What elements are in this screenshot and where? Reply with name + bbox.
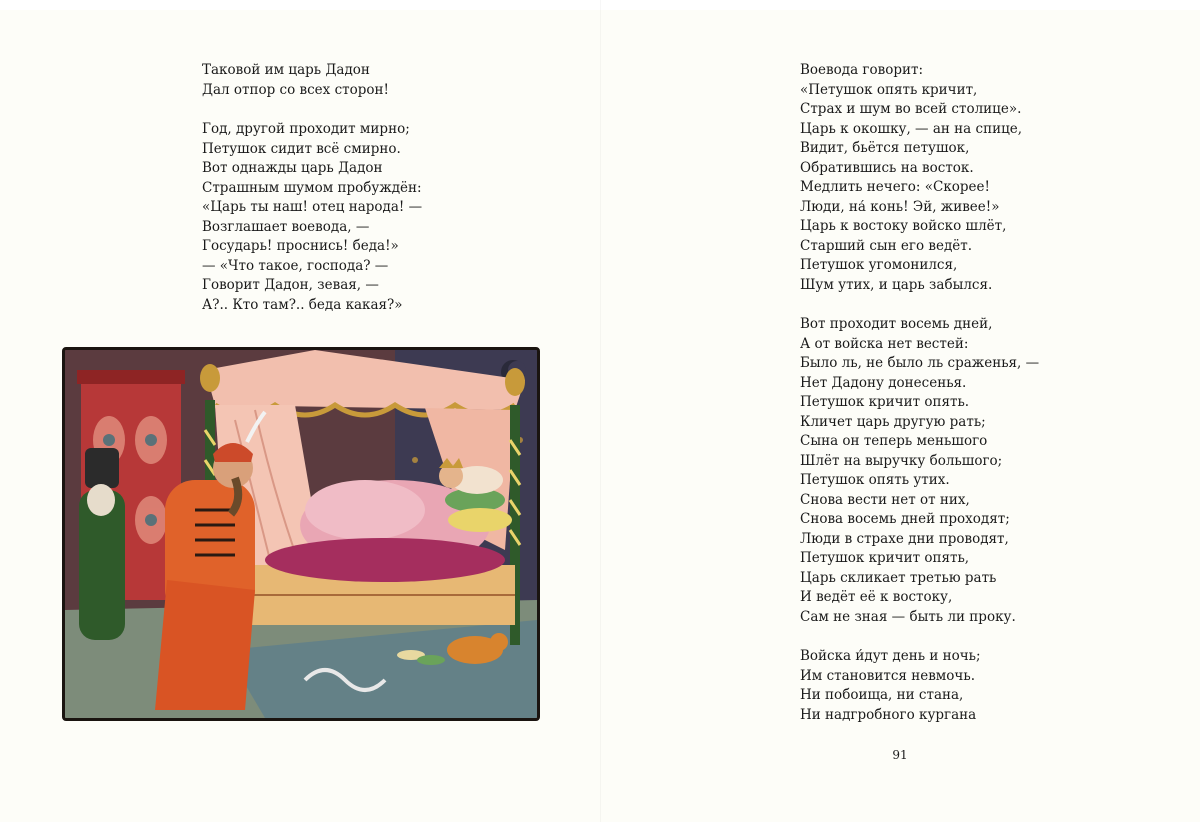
verse-line: И ведёт её к востоку, [800, 589, 953, 605]
verse-line: Вот проходит восемь дней, [800, 316, 993, 332]
right-stanza-2 [800, 315, 1039, 627]
verse-line: Было ль, не было ль сраженья, — [800, 355, 1040, 371]
verse-line: Говорит Дадон, зевая, — [202, 277, 379, 293]
verse-line: Воевода говорит: [800, 62, 924, 78]
verse-line: Сына он теперь меньшого [800, 433, 988, 449]
verse-line: Возглашает воевода, — [202, 218, 370, 235]
verse-line: «Царь ты наш! отец народа! — [202, 199, 423, 215]
verse-line: Ни надгробного кургана [800, 706, 977, 723]
verse-line: Сам не зная — быть ли проку. [800, 608, 1016, 625]
book-gutter [600, 0, 601, 822]
verse-line: Вот однажды царь Дадон [202, 160, 383, 176]
verse-line: Петушок опять утих. [800, 472, 950, 488]
verse-line: Шлёт на выручку большого; [800, 452, 1003, 469]
verse-line: Петушок сидит всё смирно. [202, 140, 401, 157]
verse-line: Дал отпор со всех сторон! [202, 81, 389, 98]
verse-line: — «Что такое, господа? — [202, 257, 389, 274]
verse-line: Нет Дадону донесенья. [800, 374, 967, 391]
verse-line: Медлить нечего: «Скорее! [800, 179, 990, 195]
verse-line: Люди, на́ конь! Эй, живее!» [800, 198, 1000, 215]
verse-line: Ни побоища, ни стана, [800, 687, 964, 703]
left-stanza-1 [202, 61, 389, 100]
page-number: 91 [892, 748, 908, 762]
verse-line: Царь к востоку войско шлёт, [800, 218, 1007, 234]
verse-line: Царь к окошку, — ан на спице, [800, 120, 1023, 137]
right-stanza-3 [800, 647, 981, 725]
verse-line: Снова восемь дней проходят; [800, 511, 1010, 527]
verse-line: Царь скликает третью рать [800, 569, 997, 586]
verse-line: «Петушок опять кричит, [800, 81, 978, 98]
verse-line: Видит, бьётся петушок, [800, 140, 970, 156]
verse-line: Петушок кричит опять. [800, 394, 970, 410]
right-stanza-1 [800, 61, 1022, 295]
verse-line: А от войска нет вестей: [800, 335, 969, 352]
verse-line: Шум утих, и царь забылся. [800, 276, 993, 293]
verse-line: Им становится невмочь. [800, 667, 975, 684]
verse-line: Войска и́дут день и ночь; [800, 648, 981, 664]
verse-line: Таковой им царь Дадон [202, 62, 370, 78]
verse-line: Год, другой проходит мирно; [202, 121, 410, 137]
verse-line: А?.. Кто там?.. беда какая?» [202, 296, 403, 313]
verse-line: Петушок угомонился, [800, 257, 958, 273]
left-stanza-2 [202, 120, 422, 315]
verse-line: Люди в страхе дни проводят, [800, 530, 1009, 547]
verse-line: Снова вести нет от них, [800, 491, 970, 508]
tsar-dadon-bedchamber-illustration [62, 347, 540, 721]
verse-line: Обратившись на восток. [800, 159, 974, 176]
verse-line: Петушок кричит опять, [800, 550, 970, 566]
verse-line: Страх и шум во всей столице». [800, 101, 1022, 117]
verse-line: Старший сын его ведёт. [800, 237, 973, 254]
verse-line: Кличет царь другую рать; [800, 413, 986, 430]
verse-line: Страшным шумом пробуждён: [202, 179, 422, 196]
verse-line: Государь! проснись! беда!» [202, 238, 399, 254]
